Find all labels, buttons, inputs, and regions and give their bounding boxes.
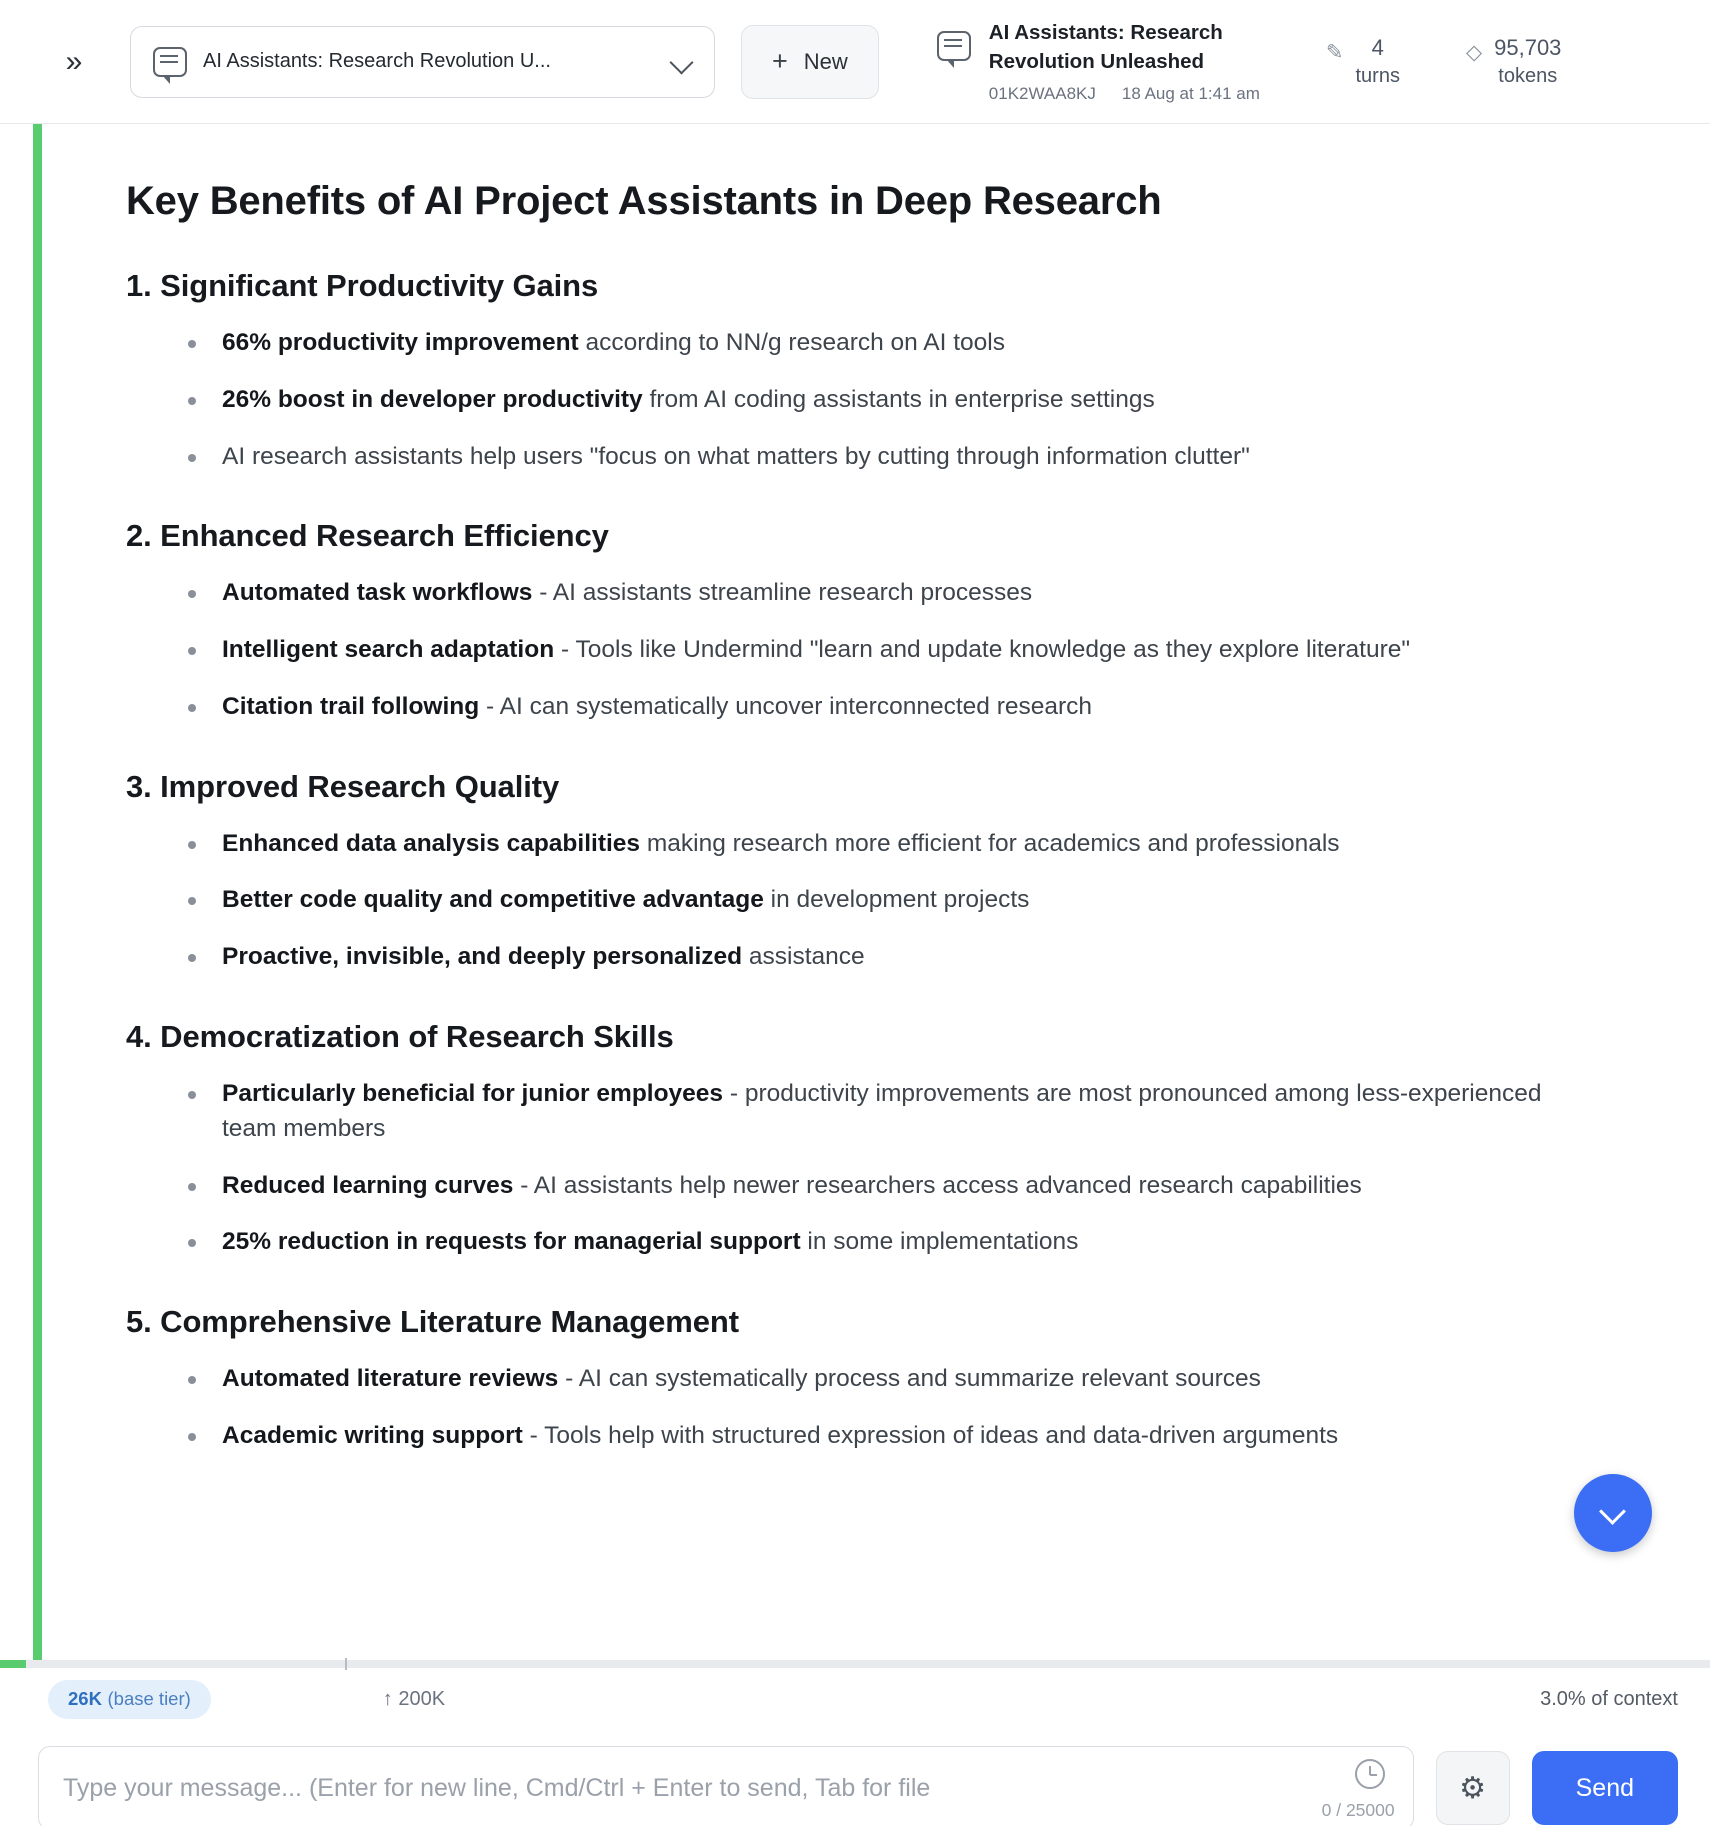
section-3 [126,769,1590,975]
list-item [182,883,1590,918]
tokens-value: 95,703 [1494,35,1562,61]
message-input[interactable] [38,1746,1414,1826]
new-chat-button[interactable] [741,25,879,99]
list-item [182,440,1590,475]
assistant-message-rail [33,124,42,1660]
conversation-id: 01K2WAA8KJ [988,83,1096,103]
section-heading: 2. Enhanced Research Efficiency [126,518,609,554]
list-item-text: - AI assistants streamline research processes [532,579,1033,607]
chevron-down-icon [1600,1500,1626,1526]
section-heading: 1. Significant Productivity Gains [126,268,599,303]
list-item-text: - Tools like Undermind "learn and update knowledge as they explore literature" [554,636,1411,664]
section-4 [126,1019,1590,1260]
list-item [182,633,1590,668]
chat-bubble-icon [153,47,187,77]
chevron-down-icon[interactable] [670,49,696,75]
new-chat-label: New [803,48,848,74]
list-item-strong: Automated literature reviews [222,1365,559,1393]
section-list [126,827,1590,975]
chat-selector-label: AI Assistants: Research Revolution U... [203,50,551,72]
list-item-text: AI research assistants help users "focus on what matters by cutting through information clutter" [222,442,1250,470]
section-heading: 4. Democratization of Research Skills [126,1019,674,1055]
expand-sidebar-icon[interactable]: » [65,44,83,78]
list-item [182,940,1590,975]
clock-icon[interactable] [1355,1759,1385,1789]
context-progress-fill [0,1660,26,1668]
context-tier-note: (base tier) [107,1687,191,1709]
list-item [182,383,1590,418]
message-composer [0,1730,1710,1826]
list-item-strong: 66% productivity improvement [222,329,579,356]
context-percent-label: 3.0% of context [1540,1687,1678,1710]
top-bar [0,0,1710,124]
list-item [182,1169,1590,1204]
plus-icon: + [772,46,788,76]
list-item-text: according to NN/g research on AI tools [578,329,1005,356]
list-item-strong: Intelligent search adaptation [222,636,555,664]
list-item [182,1077,1590,1147]
section-list [126,326,1590,474]
chat-selector[interactable] [130,26,715,98]
list-item-strong: Better code quality and competitive advantage [222,886,764,914]
section-list [126,1077,1590,1260]
settings-button[interactable] [1436,1751,1510,1825]
list-item-text: making research more efficient for academics and professionals [640,829,1340,857]
conversation-meta [937,19,1260,104]
turns-value: 4 [1371,35,1384,61]
list-item-strong: Automated task workflows [222,579,533,607]
section-list [126,576,1590,724]
context-limit-label: ↑ 200K [382,1687,446,1710]
list-item-text: - Tools help with structured expression of ideas and data-driven arguments [522,1421,1339,1449]
message-input-placeholder: Type your message... (Enter for new line, Cmd/Ctrl + Enter to send, Tab for file [63,1773,931,1802]
tokens-unit: tokens [1498,64,1558,87]
section-list [126,1362,1590,1454]
list-item-text: - AI can systematically process and summarize relevant sources [558,1365,1261,1393]
list-item-strong: Reduced learning curves [222,1171,514,1199]
list-item-strong: Proactive, invisible, and deeply personalized [222,943,743,971]
gear-icon: ⚙ [1459,1771,1487,1805]
scroll-to-bottom-button[interactable] [1574,1474,1652,1552]
page-title: Key Benefits of AI Project Assistants in Deep Research [126,179,1162,223]
list-item-text: - AI can systematically uncover interconnected research [479,692,1093,720]
list-item [182,1362,1590,1397]
turns-unit: turns [1355,64,1400,87]
list-item-text: - AI assistants help newer researchers access advanced research capabilities [513,1171,1362,1199]
conversation-title: AI Assistants: Research Revolution Unleashed [988,21,1223,73]
list-item-text: - productivity improvements are most pronounced among less-experienced team members [222,1080,1542,1142]
list-item [182,1225,1590,1260]
send-button[interactable]: Send [1532,1751,1678,1825]
list-item [182,1419,1590,1454]
context-limit-tick [345,1658,347,1670]
list-item [182,690,1590,725]
section-heading: 3. Improved Research Quality [126,768,560,804]
list-item [182,326,1590,361]
list-item-text: from AI coding assistants in enterprise settings [642,385,1155,413]
turns-stat [1326,34,1400,89]
context-info-row [0,1668,1710,1730]
list-item [182,576,1590,611]
section-heading: 5. Comprehensive Literature Management [126,1304,739,1340]
section-2 [126,518,1590,724]
chat-bubble-icon [937,31,971,61]
list-item-strong: 26% boost in developer productivity [222,385,643,413]
tokens-stat [1466,34,1561,89]
assistant-message-content [0,124,1710,1454]
list-item-strong: Academic writing support [222,1421,523,1449]
conversation-timestamp: 18 Aug at 1:41 am [1121,83,1260,103]
list-item-strong: 25% reduction in requests for managerial support [222,1228,801,1256]
context-progress-bar [0,1660,1710,1668]
character-counter: 0 / 25000 [1321,1800,1395,1820]
message-scroll-area[interactable] [0,124,1710,1660]
list-item-text: in development projects [763,886,1030,914]
list-item [182,827,1590,862]
list-item-text: in some implementations [800,1228,1079,1256]
context-usage-badge [48,1680,211,1719]
list-item-strong: Enhanced data analysis capabilities [222,829,641,857]
list-item-text: assistance [742,943,865,971]
section-1 [126,268,1590,474]
edit-icon: ✎ [1325,41,1344,65]
list-item-strong: Particularly beneficial for junior employees [222,1080,724,1108]
context-usage-value: 26K [68,1687,102,1709]
section-5 [126,1304,1590,1454]
tag-icon: ◇ [1465,41,1483,65]
list-item-strong: Citation trail following [222,692,480,720]
